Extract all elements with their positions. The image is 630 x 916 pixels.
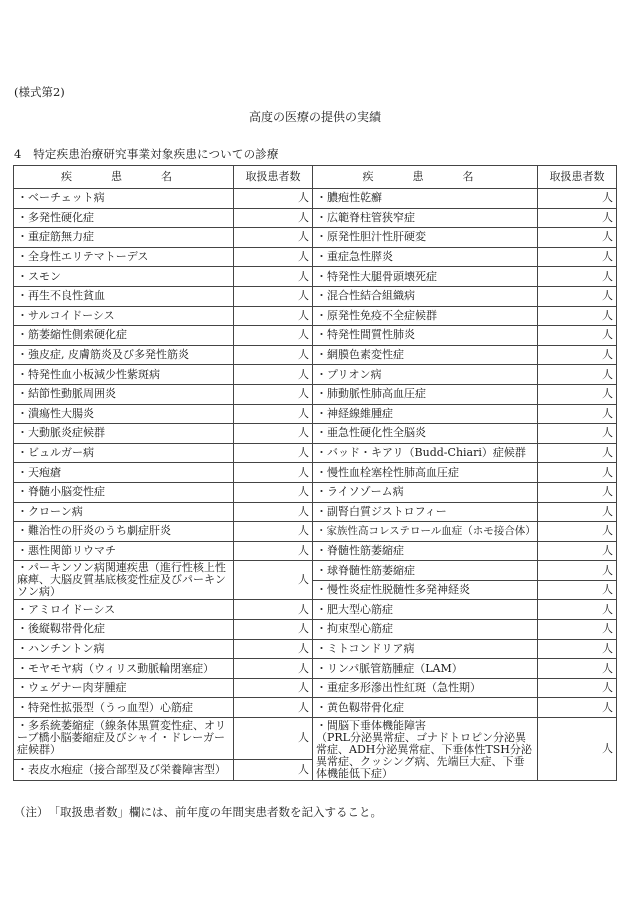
patient-count[interactable]: 人: [234, 326, 313, 346]
disease-name: ・重症筋無力症: [14, 228, 234, 248]
patient-count[interactable]: 人: [234, 678, 313, 698]
patient-count[interactable]: 人: [538, 541, 617, 561]
table-row: [14, 247, 617, 267]
table-row: [14, 384, 617, 404]
section-heading: 4 特定疾患治療研究事業対象疾患についての診療: [14, 147, 279, 161]
table-row: [14, 522, 617, 542]
patient-count[interactable]: 人: [538, 600, 617, 620]
patient-count[interactable]: 人: [234, 228, 313, 248]
patient-count[interactable]: 人: [234, 189, 313, 209]
patient-count[interactable]: 人: [538, 443, 617, 463]
table-row: [14, 404, 617, 424]
table-row: [14, 267, 617, 287]
disease-name: ・ビュルガー病: [14, 443, 234, 463]
disease-name: ・亜急性硬化性全脳炎: [313, 424, 538, 444]
patient-count[interactable]: 人: [538, 208, 617, 228]
patient-count[interactable]: 人: [538, 561, 617, 581]
document-title: 高度の医療の提供の実績: [248, 110, 381, 124]
patient-count[interactable]: 人: [234, 482, 313, 502]
patient-count[interactable]: 人: [234, 208, 313, 228]
disease-name: ・特発性大腿骨頭壊死症: [313, 267, 538, 287]
disease-name-pituitary: [313, 718, 538, 781]
disease-name: ・潰瘍性大腸炎: [14, 404, 234, 424]
patient-count[interactable]: 人: [234, 698, 313, 718]
patient-count[interactable]: 人: [234, 365, 313, 385]
disease-name: ・脊髄小脳変性症: [14, 482, 234, 502]
table-row: [14, 228, 617, 248]
patient-count[interactable]: 人: [538, 698, 617, 718]
disease-name: ・モヤモヤ病（ウィリス動脈輪閉塞症）: [14, 659, 234, 679]
patient-count[interactable]: 人: [234, 759, 313, 780]
patient-count[interactable]: 人: [538, 247, 617, 267]
table-row: [14, 600, 617, 620]
column-header-disease: 疾 患 名: [313, 166, 538, 189]
patient-count[interactable]: 人: [538, 326, 617, 346]
patient-count[interactable]: 人: [234, 718, 313, 760]
patient-count[interactable]: 人: [538, 267, 617, 287]
patient-count[interactable]: 人: [538, 463, 617, 483]
disease-name: ・肺動脈性肺高血圧症: [313, 384, 538, 404]
disease-name: ・ライソゾーム病: [313, 482, 538, 502]
disease-name: ・原発性胆汁性肝硬変: [313, 228, 538, 248]
disease-name: ・網膜色素変性症: [313, 345, 538, 365]
disease-name: ・リンパ脈管筋腫症（LAM）: [313, 659, 538, 679]
disease-name: ・重症多形滲出性紅斑（急性期）: [313, 678, 538, 698]
patient-count[interactable]: 人: [234, 384, 313, 404]
table-row: [14, 306, 617, 326]
disease-name: ・全身性エリテマトーデス: [14, 247, 234, 267]
patient-count[interactable]: 人: [538, 718, 617, 781]
disease-name: ・後縦靱帯骨化症: [14, 620, 234, 640]
patient-count[interactable]: 人: [234, 659, 313, 679]
table-header-row: [14, 166, 617, 189]
table-row: [14, 286, 617, 306]
column-header-disease: 疾 患 名: [14, 166, 234, 189]
patient-count[interactable]: 人: [538, 286, 617, 306]
disease-name: ・クローン病: [14, 502, 234, 522]
patient-count[interactable]: 人: [538, 678, 617, 698]
disease-name: ・スモン: [14, 267, 234, 287]
patient-count[interactable]: 人: [234, 561, 313, 600]
disease-name: ・広範脊柱管狭窄症: [313, 208, 538, 228]
table-row: [14, 424, 617, 444]
patient-count[interactable]: 人: [538, 580, 617, 600]
column-header-count: 取扱患者数: [538, 166, 617, 189]
disease-name: ・球脊髄性筋萎縮症: [313, 561, 538, 581]
disease-name: ・多発性硬化症: [14, 208, 234, 228]
table-row: [14, 678, 617, 698]
patient-count[interactable]: 人: [234, 502, 313, 522]
patient-count[interactable]: 人: [538, 639, 617, 659]
disease-name: ・ミトコンドリア病: [313, 639, 538, 659]
patient-count[interactable]: 人: [538, 384, 617, 404]
disease-name: ・悪性関節リウマチ: [14, 541, 234, 561]
table-row: [14, 463, 617, 483]
column-header-count: 取扱患者数: [234, 166, 313, 189]
disease-name: ・肥大型心筋症: [313, 600, 538, 620]
footnote: （注） 「取扱患者数」欄には、前年度の年間実患者数を記入すること。: [14, 805, 382, 819]
disease-name: ・拘束型心筋症: [313, 620, 538, 640]
patient-count[interactable]: 人: [538, 228, 617, 248]
patient-count[interactable]: 人: [234, 247, 313, 267]
table-row: [14, 541, 617, 561]
patient-count[interactable]: 人: [538, 345, 617, 365]
patient-count[interactable]: 人: [234, 639, 313, 659]
patient-count[interactable]: 人: [538, 306, 617, 326]
disease-name: ・難治性の肝炎のうち劇症肝炎: [14, 522, 234, 542]
disease-name: ・アミロイドーシス: [14, 600, 234, 620]
patient-count[interactable]: 人: [234, 541, 313, 561]
patient-count[interactable]: 人: [234, 620, 313, 640]
patient-count[interactable]: 人: [538, 502, 617, 522]
table-row: [14, 365, 617, 385]
table-body: [14, 189, 617, 781]
form-number: (様式第2): [14, 85, 65, 99]
disease-name: ・強皮症, 皮膚筋炎及び多発性筋炎: [14, 345, 234, 365]
disease-name: ・神経線維腫症: [313, 404, 538, 424]
patient-count[interactable]: 人: [234, 286, 313, 306]
disease-subtypes: （PRL分泌異常症、ゴナドトロピン分泌異常症、ADH分泌異常症、下垂体性TSH分泌異常症、クッシング病、先端巨大症、下垂体機能低下症）: [316, 731, 532, 781]
disease-name: ・バッド・キアリ（Budd-Chiari）症候群: [313, 443, 538, 463]
table-row: [14, 718, 617, 760]
patient-count[interactable]: 人: [234, 404, 313, 424]
table-row: [14, 561, 617, 581]
patient-count[interactable]: 人: [538, 522, 617, 542]
disease-name: ・重症急性膵炎: [313, 247, 538, 267]
patient-count[interactable]: 人: [538, 424, 617, 444]
disease-name: ・表皮水疱症（接合部型及び栄養障害型）: [14, 759, 234, 780]
disease-name: ・ハンチントン病: [14, 639, 234, 659]
disease-name: ・再生不良性貧血: [14, 286, 234, 306]
table-row: [14, 189, 617, 209]
table-row: [14, 345, 617, 365]
table-row: [14, 482, 617, 502]
disease-name: ・黄色靱帯骨化症: [313, 698, 538, 718]
disease-name: ・天疱瘡: [14, 463, 234, 483]
disease-name: ・膿疱性乾癬: [313, 189, 538, 209]
table-row: [14, 326, 617, 346]
disease-name: ・パーキンソン病関連疾患（進行性核上性麻痺、大脳皮質基底核変性症及びパーキンソン病）: [14, 561, 234, 600]
disease-name: ・ウェゲナー肉芽腫症: [14, 678, 234, 698]
disease-name: ・特発性間質性肺炎: [313, 326, 538, 346]
disease-name: ・慢性炎症性脱髄性多発神経炎: [313, 580, 538, 600]
disease-name: ・混合性結合組織病: [313, 286, 538, 306]
patient-count[interactable]: 人: [234, 424, 313, 444]
patient-count[interactable]: 人: [538, 620, 617, 640]
table-row: [14, 698, 617, 718]
disease-name: ・原発性免疫不全症候群: [313, 306, 538, 326]
patient-count[interactable]: 人: [538, 659, 617, 679]
patient-count[interactable]: 人: [234, 267, 313, 287]
patient-count[interactable]: 人: [234, 345, 313, 365]
disease-name: ・筋萎縮性側索硬化症: [14, 326, 234, 346]
patient-count[interactable]: 人: [234, 463, 313, 483]
patient-count[interactable]: 人: [234, 306, 313, 326]
disease-name: ・プリオン病: [313, 365, 538, 385]
disease-name: ・脊髄性筋萎縮症: [313, 541, 538, 561]
table-row: [14, 639, 617, 659]
disease-name: ・ベーチェット病: [14, 189, 234, 209]
patient-count[interactable]: 人: [234, 600, 313, 620]
patient-count[interactable]: 人: [538, 482, 617, 502]
table-row: [14, 659, 617, 679]
disease-name: ・間脳下垂体機能障害: [316, 719, 426, 733]
disease-name: ・結節性動脈周囲炎: [14, 384, 234, 404]
table-row: [14, 443, 617, 463]
disease-name: ・家族性高コレステロール血症（ホモ接合体）: [313, 522, 538, 542]
disease-table: [13, 165, 617, 781]
disease-name: ・副腎白質ジストロフィー: [313, 502, 538, 522]
patient-count[interactable]: 人: [538, 189, 617, 209]
patient-count[interactable]: 人: [234, 522, 313, 542]
table-row: [14, 502, 617, 522]
disease-name: ・特発性血小板減少性紫斑病: [14, 365, 234, 385]
table-row: [14, 208, 617, 228]
disease-name: ・慢性血栓塞栓性肺高血圧症: [313, 463, 538, 483]
patient-count[interactable]: 人: [234, 443, 313, 463]
disease-name: ・サルコイドーシス: [14, 306, 234, 326]
patient-count[interactable]: 人: [538, 365, 617, 385]
table-row: [14, 620, 617, 640]
disease-name: ・大動脈炎症候群: [14, 424, 234, 444]
disease-name: ・多系統萎縮症（線条体黒質変性症、オリーブ橋小脳萎縮症及びシャイ・ドレーガー症候群）: [14, 718, 234, 760]
patient-count[interactable]: 人: [538, 404, 617, 424]
disease-name: ・特発性拡張型（うっ血型）心筋症: [14, 698, 234, 718]
